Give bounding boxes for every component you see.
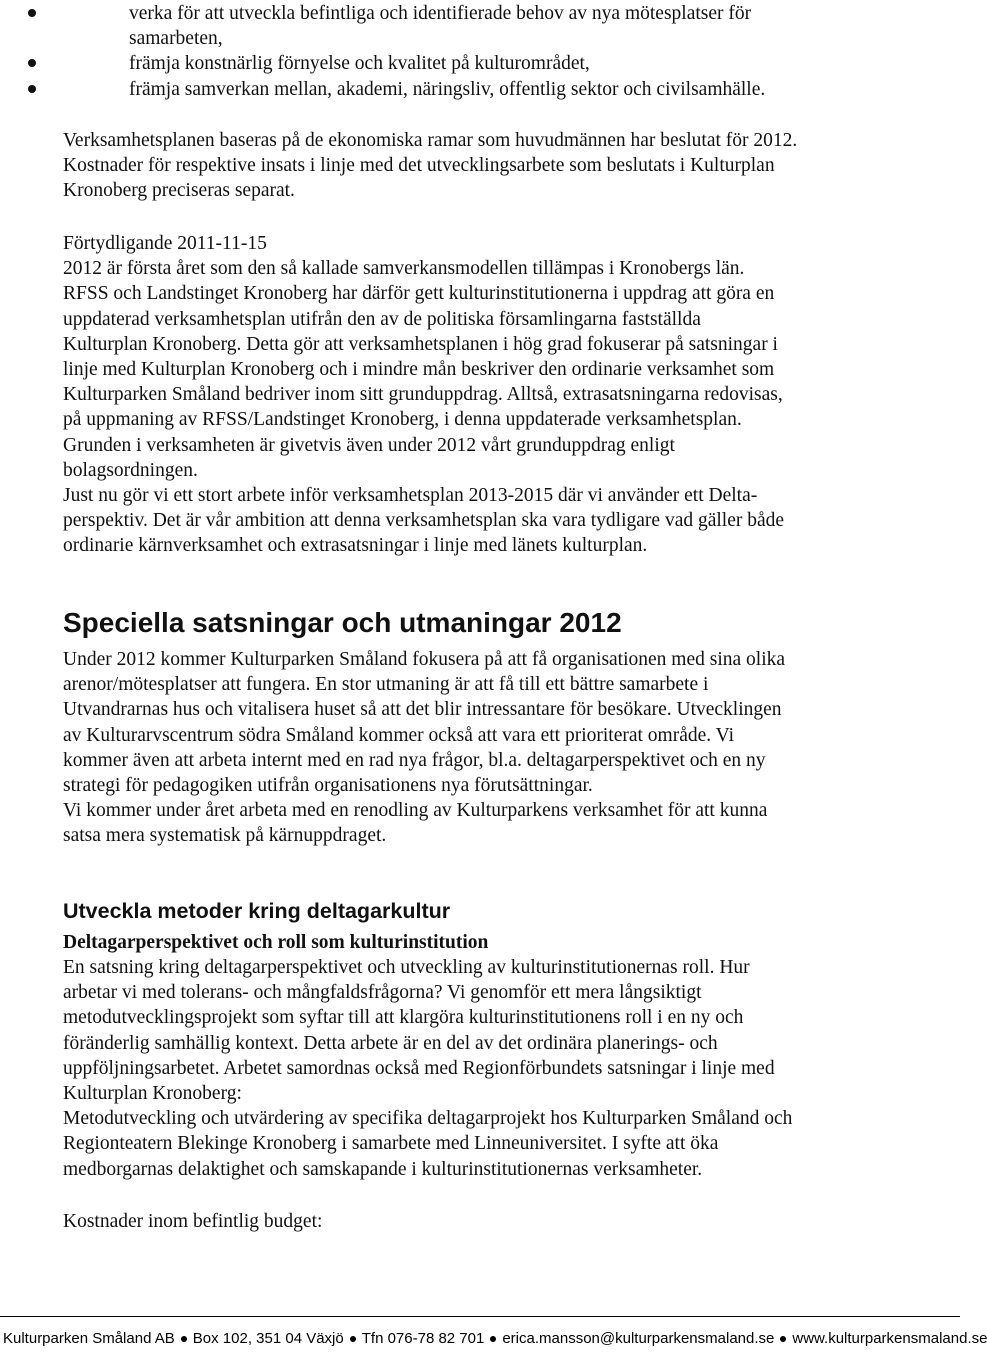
bullet-item: verka för att utveckla befintliga och identifierade behov av nya mötesplatser för samarbeten,	[63, 1, 903, 51]
section-heading-challenges: Speciella satsningar och utmaningar 2012	[63, 607, 622, 638]
separator-dot-icon	[780, 1336, 786, 1342]
footer-website: www.kulturparkensmaland.se	[792, 1330, 987, 1347]
bullet-dot-icon	[28, 85, 36, 93]
footer-divider	[0, 1316, 960, 1317]
separator-dot-icon	[350, 1336, 356, 1342]
footer-address: Box 102, 351 04 Växjö	[192, 1330, 344, 1347]
clarification-paragraph: Förtydligande 2011-11-15 2012 är första året som den så kallade samverkansmodellen tillämpas i Kronobergs län. RFSS och Landstinget Kronoberg har därför gett kulturinstitutionerna i uppdrag att göra en uppdaterad verksamhetsplan utifrån den av de politiska församlingarna fastställda Kulturplan Kronoberg. Detta gör att verksamhetsplanen i hög grad fokuserar på satsningar i linje med Kulturplan Kronoberg och i mindre mån beskriver den ordinarie verksamhet som Kulturparken Småland bedriver inom sitt grunduppdrag. Alltså, extrasatsningarna redovisas, på uppmaning av RFSS/Landstinget Kronoberg, i denna uppdaterade verksamhetsplan. Grunden i verksamheten är givetvis även under 2012 vårt grunduppdrag enligt bolagsordningen. Just nu gör vi ett stort arbete inför verksamhetsplan 2013-2015 där vi använder ett Delta- perspektiv. Det är vår ambition att denna verksamhetsplan ska vara tydligare vad gäller både ordinarie kärnverksamhet och extrasatsningar i linje med länets kulturplan.	[63, 233, 785, 557]
costs-paragraph: Kostnader inom befintlig budget:	[63, 1211, 323, 1232]
bullet-item: främja konstnärlig förnyelse och kvalitet på kulturområdet,	[63, 51, 903, 76]
budget-paragraph: Verksamhetsplanen baseras på de ekonomiska ramar som huvudmännen har beslutat för 2012. Kostnader för respektive insats i linje med det utvecklingsarbete som beslutats i Kulturplan Kronoberg preciseras separat.	[63, 130, 798, 202]
footer-email: erica.mansson@kulturparkensmaland.se	[502, 1330, 775, 1347]
subheading-participation: Deltagarperspektivet och roll som kulturinstitution	[63, 932, 489, 953]
bullet-item: främja samverkan mellan, akademi, näringsliv, offentlig sektor och civilsamhälle.	[63, 77, 903, 102]
goal-bullet-list	[63, 1, 903, 102]
bullet-dot-icon	[28, 59, 36, 67]
separator-dot-icon	[181, 1336, 187, 1342]
page-footer	[3, 1330, 987, 1348]
challenges-paragraph: Under 2012 kommer Kulturparken Småland fokusera på att få organisationen med sina olika arenor/mötesplatser att fungera. En stor utmaning är att få till ett bättre samarbete i Utvandrarnas hus och vitalisera huset så att det blir intressantare för besökare. Utvecklingen av Kulturarvscentrum södra Småland kommer också att vara ett prioriterat område. Vi kommer även att arbeta internt med en rad nya frågor, bl.a. deltagarperspektivet och en ny strategi för pedagogiken utifrån organisationens nya förutsättningar. Vi kommer under året arbeta med en renodling av Kulturparkens verksamhet för att kunna satsa mera systematisk på kärnuppdraget.	[63, 649, 786, 847]
section-heading-methods: Utveckla metoder kring deltagarkultur	[63, 899, 451, 923]
footer-phone: Tfn 076-78 82 701	[361, 1330, 485, 1347]
footer-company: Kulturparken Småland AB	[3, 1330, 175, 1347]
bullet-dot-icon	[28, 9, 36, 17]
participation-paragraph: En satsning kring deltagarperspektivet och utveckling av kulturinstitutionernas roll. Hur arbetar vi med tolerans- och mångfaldsfrågorna? Vi genomför ett mera långsiktigt metodutvecklingsprojekt som syftar till att klargöra kulturinstitutionens roll i en ny och föränderlig samhällig kontext. Detta arbete är en del av det ordinära planerings- och uppföljningsarbetet. Arbetet samordnas också med Regionförbundets satsningar i linje med Kulturplan Kronoberg: Metodutveckling och utvärdering av specifika deltagarprojekt hos Kulturparken Småland och Regionteatern Blekinge Kronoberg i samarbete med Linneuniversitet. I syfte att öka medborgarnas delaktighet och samskapande i kulturinstitutionernas verksamheter.	[63, 957, 793, 1180]
separator-dot-icon	[490, 1336, 496, 1342]
